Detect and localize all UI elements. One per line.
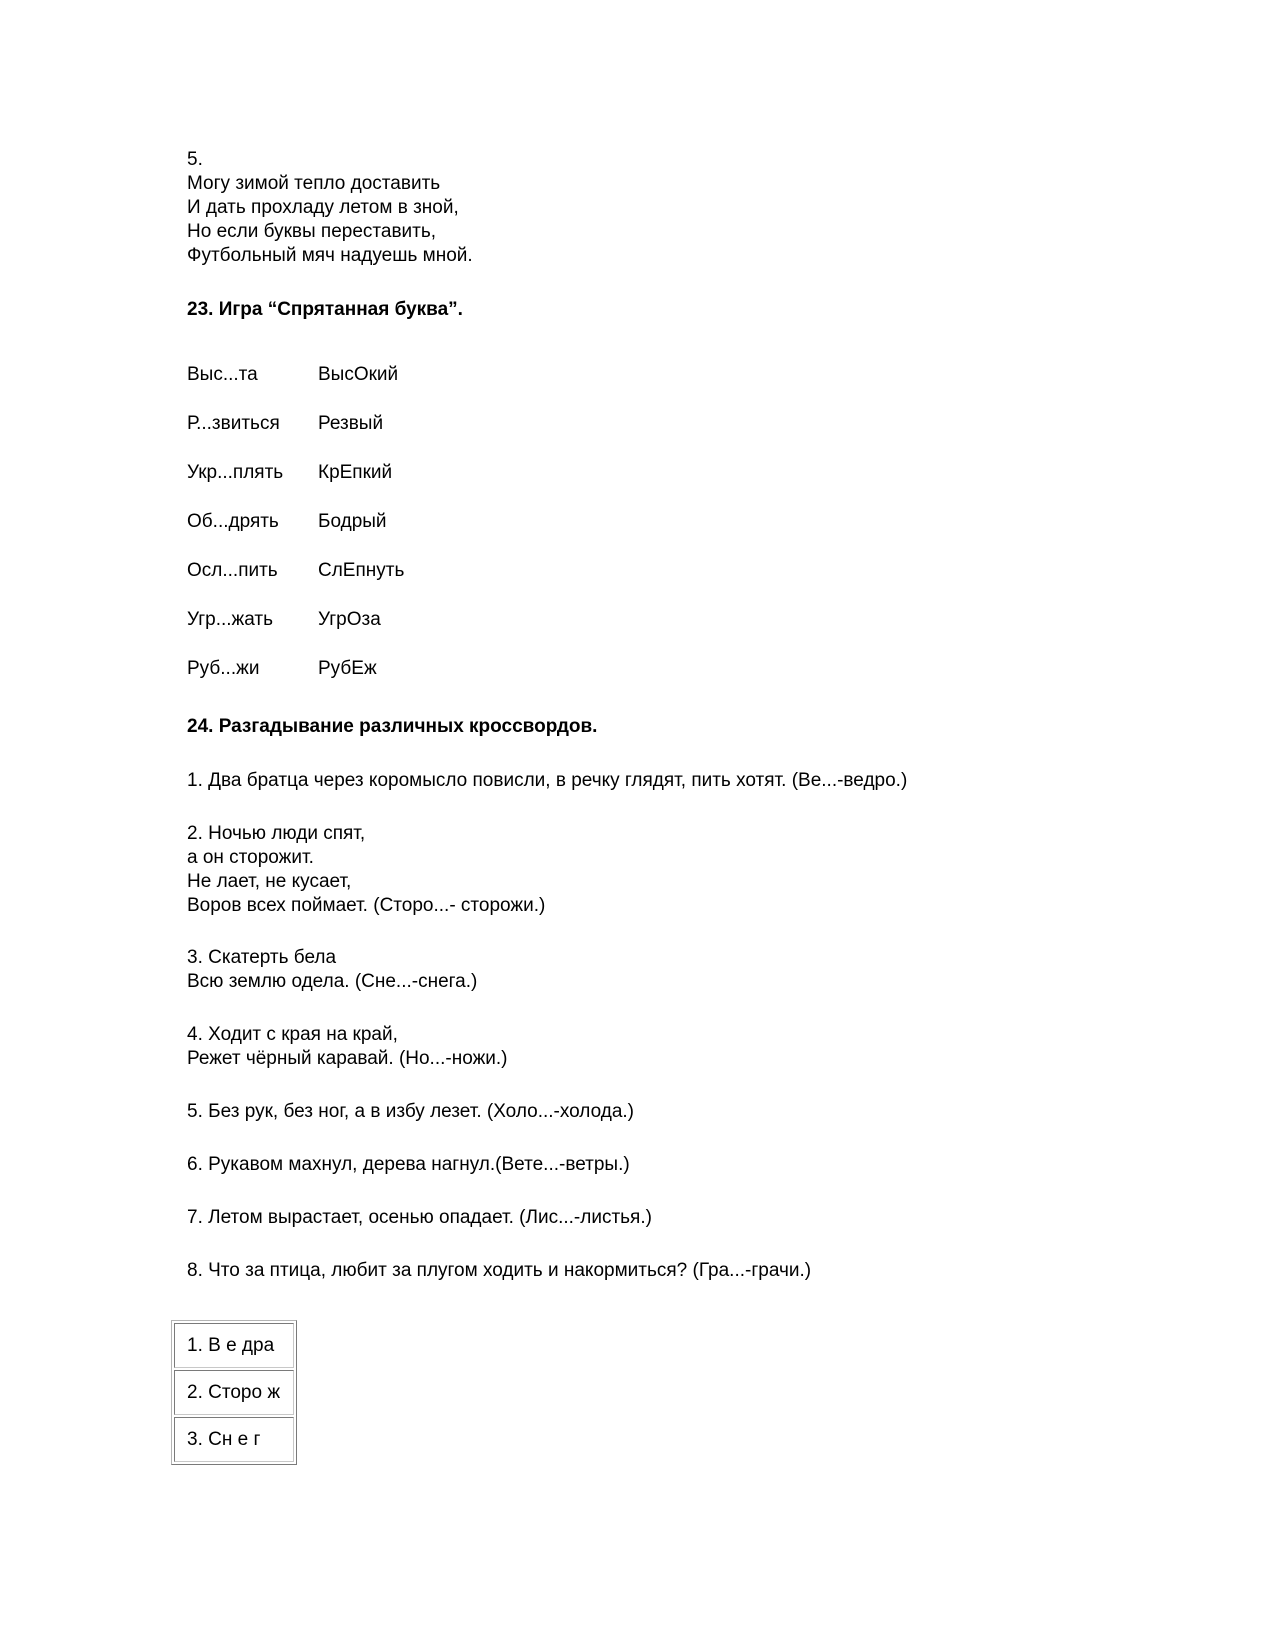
- section-24-title: 24. Разгадывание различных кроссвордов.: [187, 716, 598, 737]
- document-page: [187, 148, 1187, 1283]
- table-row: [174, 1417, 294, 1462]
- pair-question: Руб...жи: [187, 658, 260, 679]
- section-23-title: 23. Игра “Спрятанная буква”.: [187, 299, 463, 320]
- pair-question: Осл...пить: [187, 560, 278, 581]
- table-cell: 3. Сн е г: [174, 1417, 294, 1462]
- poem-5: [187, 148, 1187, 268]
- pair-answer: РубЕж: [318, 658, 377, 679]
- riddle-7: [187, 1206, 1187, 1230]
- poem-line: Футбольный мяч надуешь мной.: [187, 245, 473, 266]
- riddle-line: 1. Два братца через коромысло повисли, в речку глядят, пить хотят. (Ве...-ведро.): [187, 770, 908, 791]
- table-cell: 2. Сторо ж: [174, 1370, 294, 1415]
- riddle-line: 3. Скатерть бела: [187, 947, 337, 968]
- hidden-letter-pair: [187, 608, 1187, 657]
- riddle-line: 4. Ходит с края на край,: [187, 1024, 398, 1045]
- hidden-letter-pair: [187, 510, 1187, 559]
- pair-answer: ВысОкий: [318, 364, 399, 385]
- hidden-letter-pair: [187, 657, 1187, 706]
- riddle-line: Не лает, не кусает,: [187, 871, 352, 892]
- pair-question: Укр...плять: [187, 462, 284, 483]
- pair-answer: Резвый: [318, 413, 384, 434]
- pair-answer: КрЕпкий: [318, 462, 393, 483]
- riddle-line: а он сторожит.: [187, 847, 314, 868]
- riddle-line: 6. Рукавом махнул, дерева нагнул.(Вете...-ветры.): [187, 1154, 630, 1175]
- riddle-1: [187, 769, 1187, 793]
- poem-line: Но если буквы переставить,: [187, 221, 437, 242]
- hidden-letter-pair: [187, 363, 1187, 412]
- riddle-6: [187, 1153, 1187, 1177]
- table-row: [174, 1323, 294, 1368]
- riddle-line: 7. Летом вырастает, осенью опадает. (Лис...-листья.): [187, 1207, 652, 1228]
- riddle-8: [187, 1259, 1187, 1283]
- pair-question: Р...звиться: [187, 413, 280, 434]
- riddle-line: Режет чёрный каравай. (Но...-ножи.): [187, 1048, 508, 1069]
- riddle-5: [187, 1100, 1187, 1124]
- riddle-4: [187, 1023, 1187, 1071]
- pair-question: Об...дрять: [187, 511, 279, 532]
- poem-number: 5.: [187, 149, 203, 170]
- hidden-letter-pair: [187, 461, 1187, 510]
- pair-answer: СлЕпнуть: [318, 560, 405, 581]
- pair-question: Выс...та: [187, 364, 258, 385]
- table-cell: 1. В е дра: [174, 1323, 294, 1368]
- riddle-line: 8. Что за птица, любит за плугом ходить и накормиться? (Гра...-грачи.): [187, 1260, 812, 1281]
- hidden-letter-list: [187, 363, 1187, 706]
- poem-line: Могу зимой тепло доставить: [187, 173, 441, 194]
- table-row: [174, 1370, 294, 1415]
- pair-answer: Бодрый: [318, 511, 387, 532]
- hidden-letter-pair: [187, 559, 1187, 608]
- poem-line: И дать прохладу летом в зной,: [187, 197, 459, 218]
- crossword-answer-table: [171, 1320, 297, 1465]
- riddle-line: Всю землю одела. (Сне...-снега.): [187, 971, 478, 992]
- riddle-line: Воров всех поймает. (Сторо...- сторожи.): [187, 895, 546, 916]
- riddle-3: [187, 946, 1187, 994]
- pair-answer: УгрОза: [318, 609, 381, 630]
- riddle-2: [187, 822, 1187, 918]
- pair-question: Угр...жать: [187, 609, 274, 630]
- riddle-line: 5. Без рук, без ног, а в избу лезет. (Холо...-холода.): [187, 1101, 635, 1122]
- riddle-line: 2. Ночью люди спят,: [187, 823, 366, 844]
- hidden-letter-pair: [187, 412, 1187, 461]
